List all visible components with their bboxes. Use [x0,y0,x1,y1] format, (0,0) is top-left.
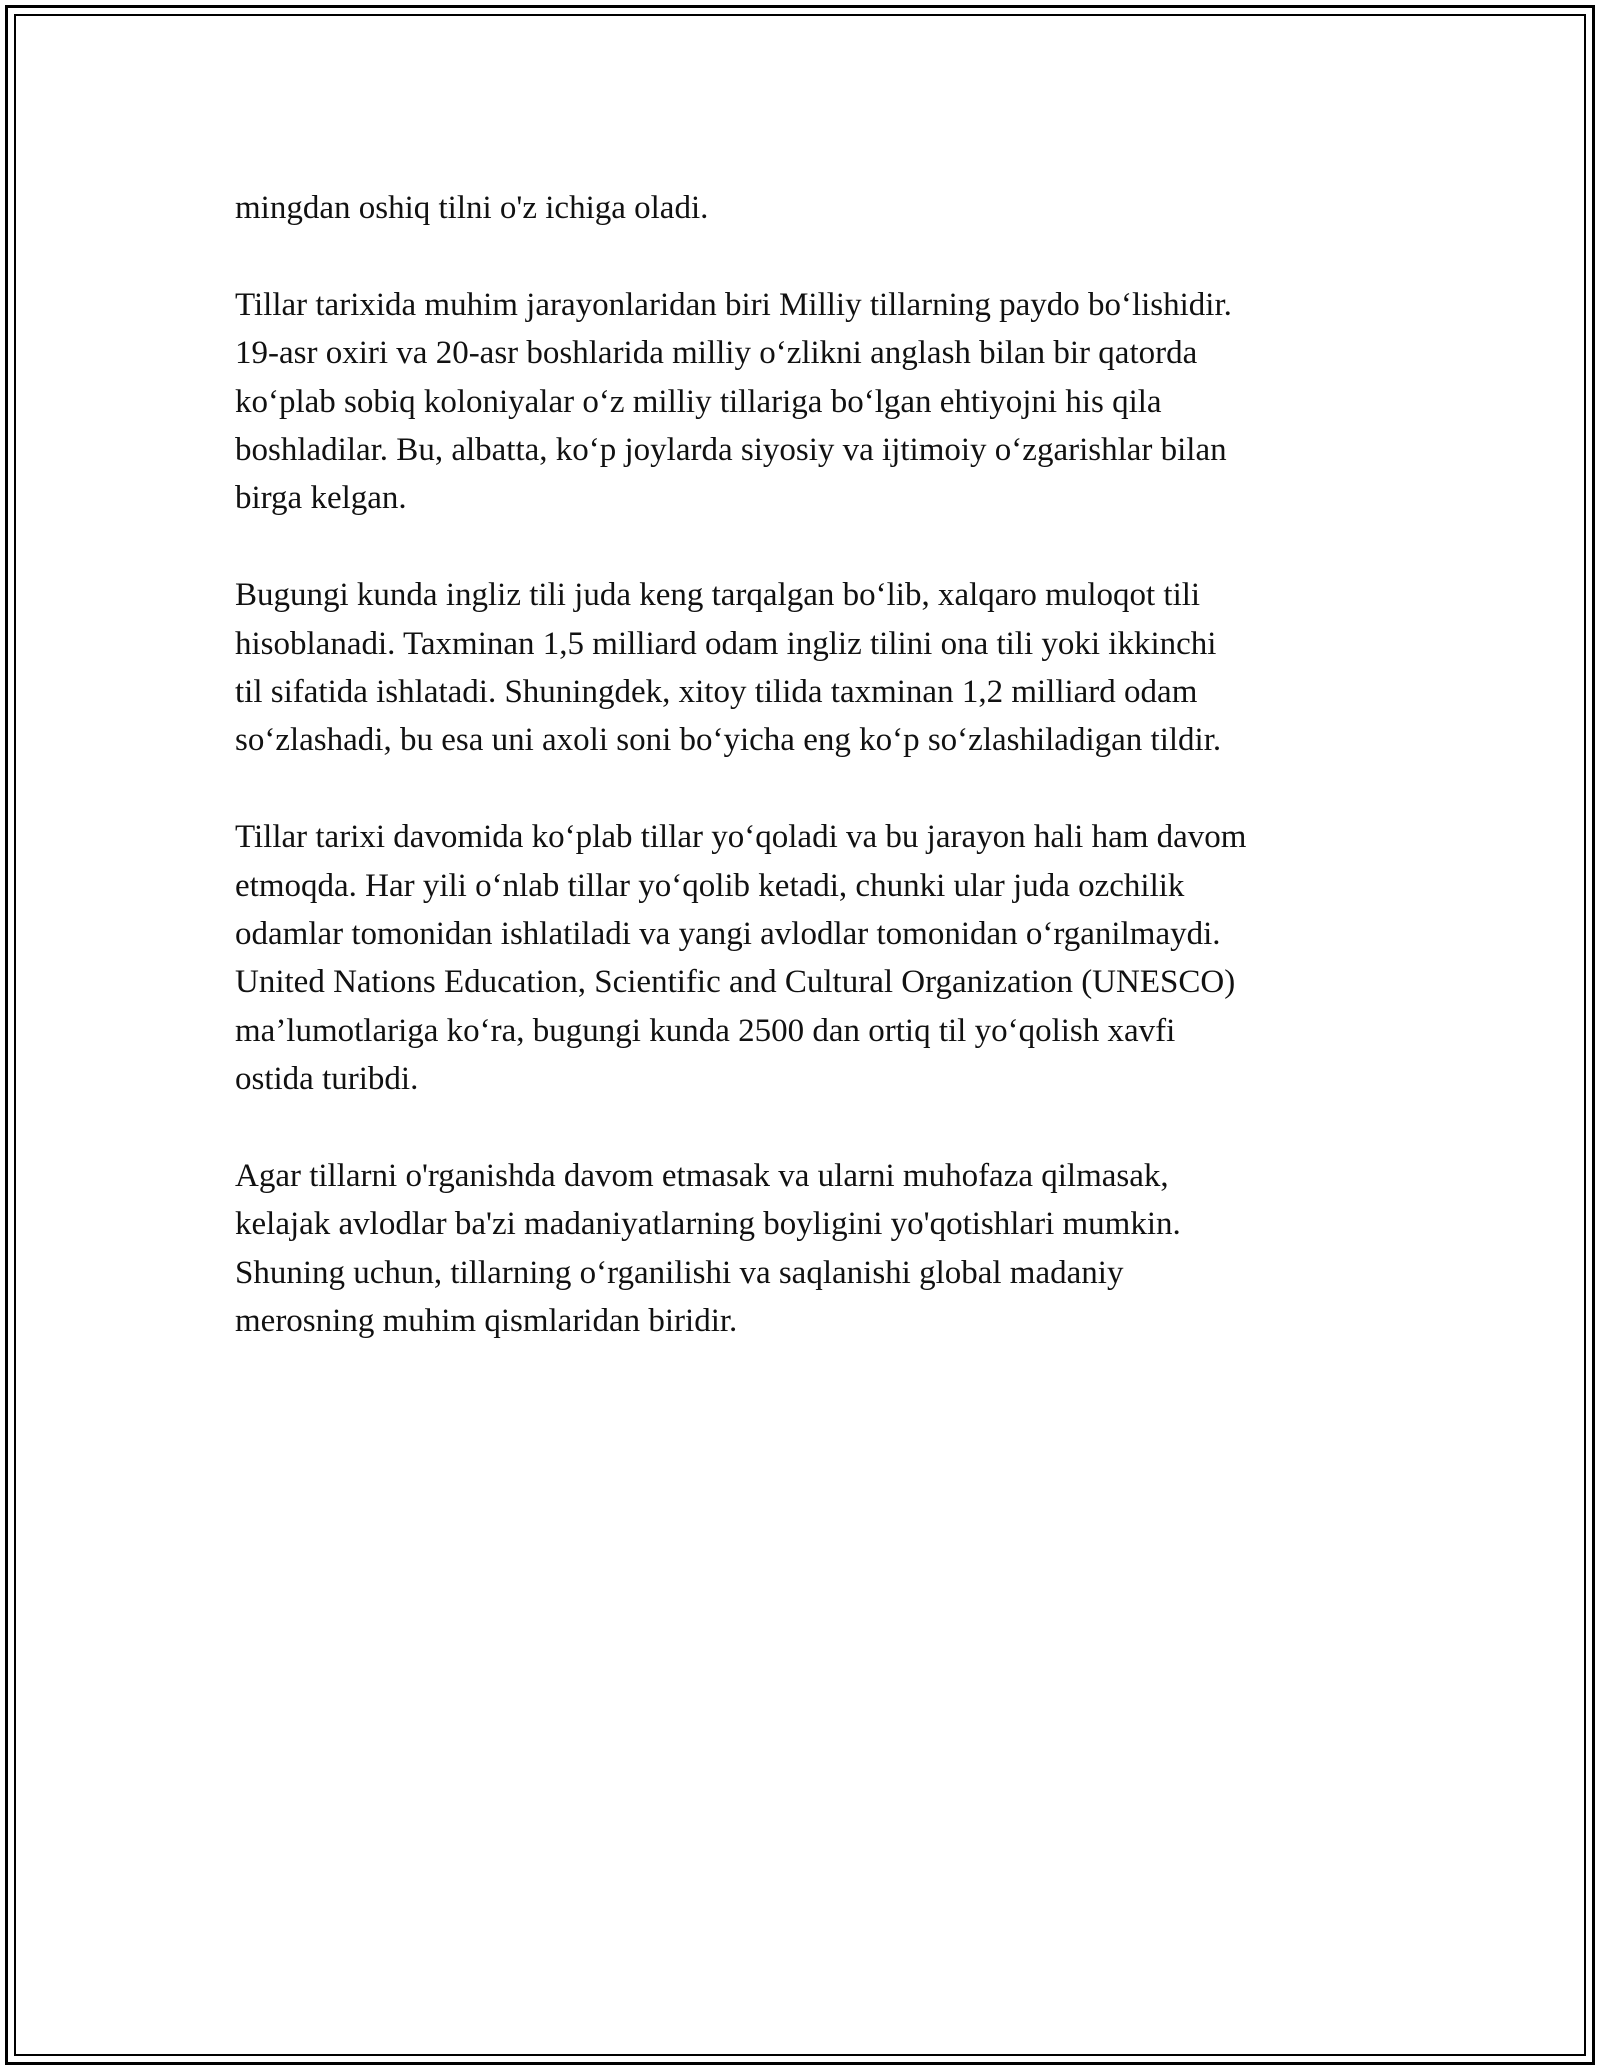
paragraph-1 [235,184,1385,232]
text-line: Tillar tarixida muhim jarayonlaridan biri Milliy tillarning paydo bo‘lishidir. [235,286,1232,323]
paragraph-5 [235,1152,1385,1346]
text-line: mingdan oshiq tilni o'z ichiga oladi. [235,190,709,226]
text-line: ostida turibdi. [235,1061,419,1098]
text-line: odamlar tomonidan ishlatiladi va yangi avlodlar tomonidan o‘rganilmaydi. [235,916,1221,953]
text-line: Tillar tarixi davomida ko‘plab tillar yo‘qoladi va bu jarayon hali ham davom [235,819,1247,856]
text-line: birga kelgan. [235,480,407,517]
text-line: Shuning uchun, tillarning o‘rganilishi va saqlanishi global madaniy [235,1254,1124,1291]
text-line: etmoqda. Har yili o‘nlab tillar yo‘qolib ketadi, chunki ular juda ozchilik [235,867,1185,904]
text-line: ko‘plab sobiq koloniyalar o‘z milliy tillariga bo‘lgan ehtiyojni his qila [235,383,1162,420]
text-line: Bugungi kunda ingliz tili juda keng tarqalgan bo‘lib, xalqaro muloqot tili [235,577,1201,614]
text-line: 19-asr oxiri va 20-asr boshlarida milliy o‘zlikni anglash bilan bir qatorda [235,335,1198,372]
text-line: hisoblanadi. Taxminan 1,5 milliard odam ingliz tilini ona tili yoki ikkinchi [235,625,1217,662]
text-line: boshladilar. Bu, albatta, ko‘p joylarda siyosiy va ijtimoiy o‘zgarishlar bilan [235,432,1227,469]
text-line: Agar tillarni o'rganishda davom etmasak va ularni muhofaza qilmasak, [235,1158,1169,1195]
text-line: kelajak avlodlar ba'zi madaniyatlarning boyligini yo'qotishlari mumkin. [235,1206,1181,1243]
text-line: United Nations Education, Scientific and Cultural Organization (UNESCO) [235,964,1236,1001]
text-line: so‘zlashadi, bu esa uni axoli soni bo‘yicha eng ko‘p so‘zlashiladigan tildir. [235,722,1222,759]
text-line: ma’lumotlariga ko‘ra, bugungi kunda 2500 dan ortiq til yo‘qolish xavfi [235,1012,1176,1049]
text-line: til sifatida ishlatadi. Shuningdek, xitoy tilida taxminan 1,2 milliard odam [235,674,1198,711]
paragraph-2 [235,281,1385,523]
paragraph-4 [235,813,1385,1103]
text-line: merosning muhim qismlaridan biridir. [235,1303,738,1340]
paragraph-3 [235,571,1385,765]
document-body [235,184,1385,1394]
